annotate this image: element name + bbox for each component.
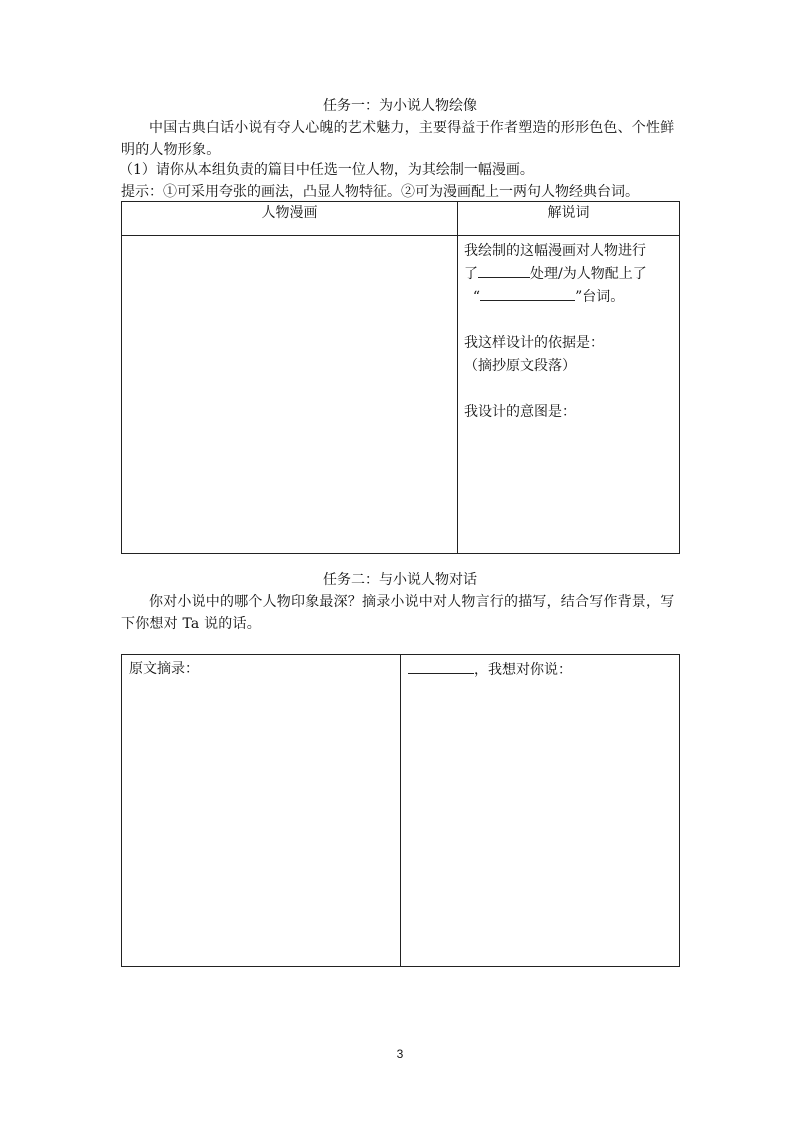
caricature-table [121, 201, 680, 554]
explanation-column-header: 解说词 [458, 202, 680, 236]
task1-hint: 提示：①可采用夸张的画法，凸显人物特征。②可为漫画配上一两句人物经典台词。 [121, 184, 639, 200]
treatment-blank[interactable] [478, 263, 530, 278]
basis-label: 我这样设计的依据是： [464, 335, 604, 351]
task2-title: 任务二：与小说人物对话 [323, 572, 477, 588]
task1-instruction: （1）请你从本组负责的篇目中任选一位人物，为其绘制一幅漫画。 [119, 162, 534, 178]
task1-title: 任务一：为小说人物绘像 [323, 98, 477, 114]
dialogue-table [121, 654, 680, 967]
character-name-blank[interactable] [408, 659, 474, 674]
excerpt-label: 原文摘录： [129, 661, 199, 677]
excerpt-cell[interactable] [122, 655, 401, 967]
message-cell[interactable] [401, 655, 680, 967]
message-label: ，我想对你说： [474, 662, 572, 678]
intent-label: 我设计的意图是： [464, 404, 576, 420]
explain-line-3: “ ”台词。 [464, 286, 679, 309]
caricature-drawing-area[interactable] [122, 236, 458, 554]
explanation-cell[interactable] [458, 236, 680, 554]
explain-line-2: 了 处理/为人物配上了 [464, 263, 679, 286]
caricature-column-header: 人物漫画 [122, 202, 458, 236]
dialogue-blank[interactable] [480, 286, 575, 301]
basis-note: （摘抄原文段落） [464, 358, 576, 374]
explain-line-1: 我绘制的这幅漫画对人物进行 [464, 243, 646, 259]
page-number: 3 [396, 1047, 404, 1061]
task2-intro: 你对小说中的哪个人物印象最深？摘录小说中对人物言行的描写，结合写作背景，写下你想对 Ta 说的话。 [121, 594, 675, 632]
task1-intro: 中国古典白话小说有夺人心魄的艺术魅力，主要得益于作者塑造的形形色色、个性鲜明的人物形象。 [121, 120, 675, 158]
